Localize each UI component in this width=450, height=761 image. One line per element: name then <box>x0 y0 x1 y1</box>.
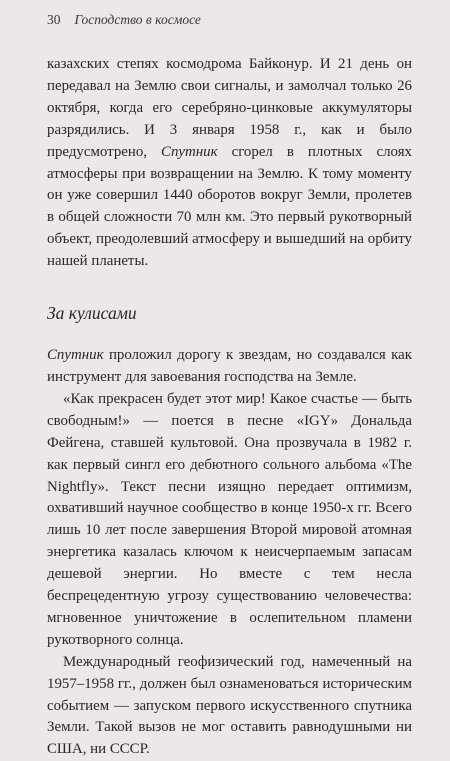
paragraph-geophysical-year: Международный геофизический год, намеченный на 1957–1958 гг., должен был ознаменоваться историческим событием — запуском первого искусственного спутника Земли. Такой вызов не мог оставить равнодушными ни США, ни СССР. <box>47 653 412 758</box>
paragraph-igy-song: «Как прекрасен будет этот мир! Какое счастье — быть свободным!» — поется в песне «IGY» Дональда Фейгена, ставшей культовой. Она прозвучала в 1982 г. как первый сингл его дебютного сольного альбома «The Nightfly». Текст песни изящно передает оптимизм, охвативший научное сообщество в конце 1950-х гг. Всего лишь 10 лет после завершения Второй мировой атомная энергетика казалась ключом к неисчерпаемым запасам дешевой энергии. Но вместе с тем несла беспрецедентную угрозу существованию человечества: мгновенное уничтожение в ослепительном пламени рукотворного солнца. <box>47 390 412 648</box>
main-text <box>47 54 412 761</box>
page-number: 30 <box>47 12 61 27</box>
running-title: Господство в космосе <box>74 12 201 27</box>
section-heading: За кулисами <box>47 303 137 324</box>
paragraph-text: казахских степях космодрома Байконур. И 21 день он передавал на Землю свои сигналы, и замолчал только 26 октября, когда его серебряно-цинковые аккумуляторы разрядились. И 3 января 1958 г., как и было предусмотрено, <box>47 56 412 160</box>
sputnik-italic: Спутник <box>161 143 218 160</box>
paragraph-text: проложил дорогу к звездам, но создавался как инструмент для завоевания господства на Земле. <box>47 347 412 385</box>
paragraph-continuation <box>47 54 412 273</box>
paragraph-first <box>47 345 412 389</box>
paragraph-text: сгорел в плотных слоях атмосферы при возвращении на Землю. К тому моменту он уже совершил 1440 оборотов вокруг Земли, пролетев в общей сложности 70 млн км. Это первый рукотворный объект, преодолевший атмосферу и вышедший на орбиту нашей планеты. <box>47 143 412 270</box>
sputnik-italic: Спутник <box>47 347 104 364</box>
running-header <box>47 12 412 32</box>
